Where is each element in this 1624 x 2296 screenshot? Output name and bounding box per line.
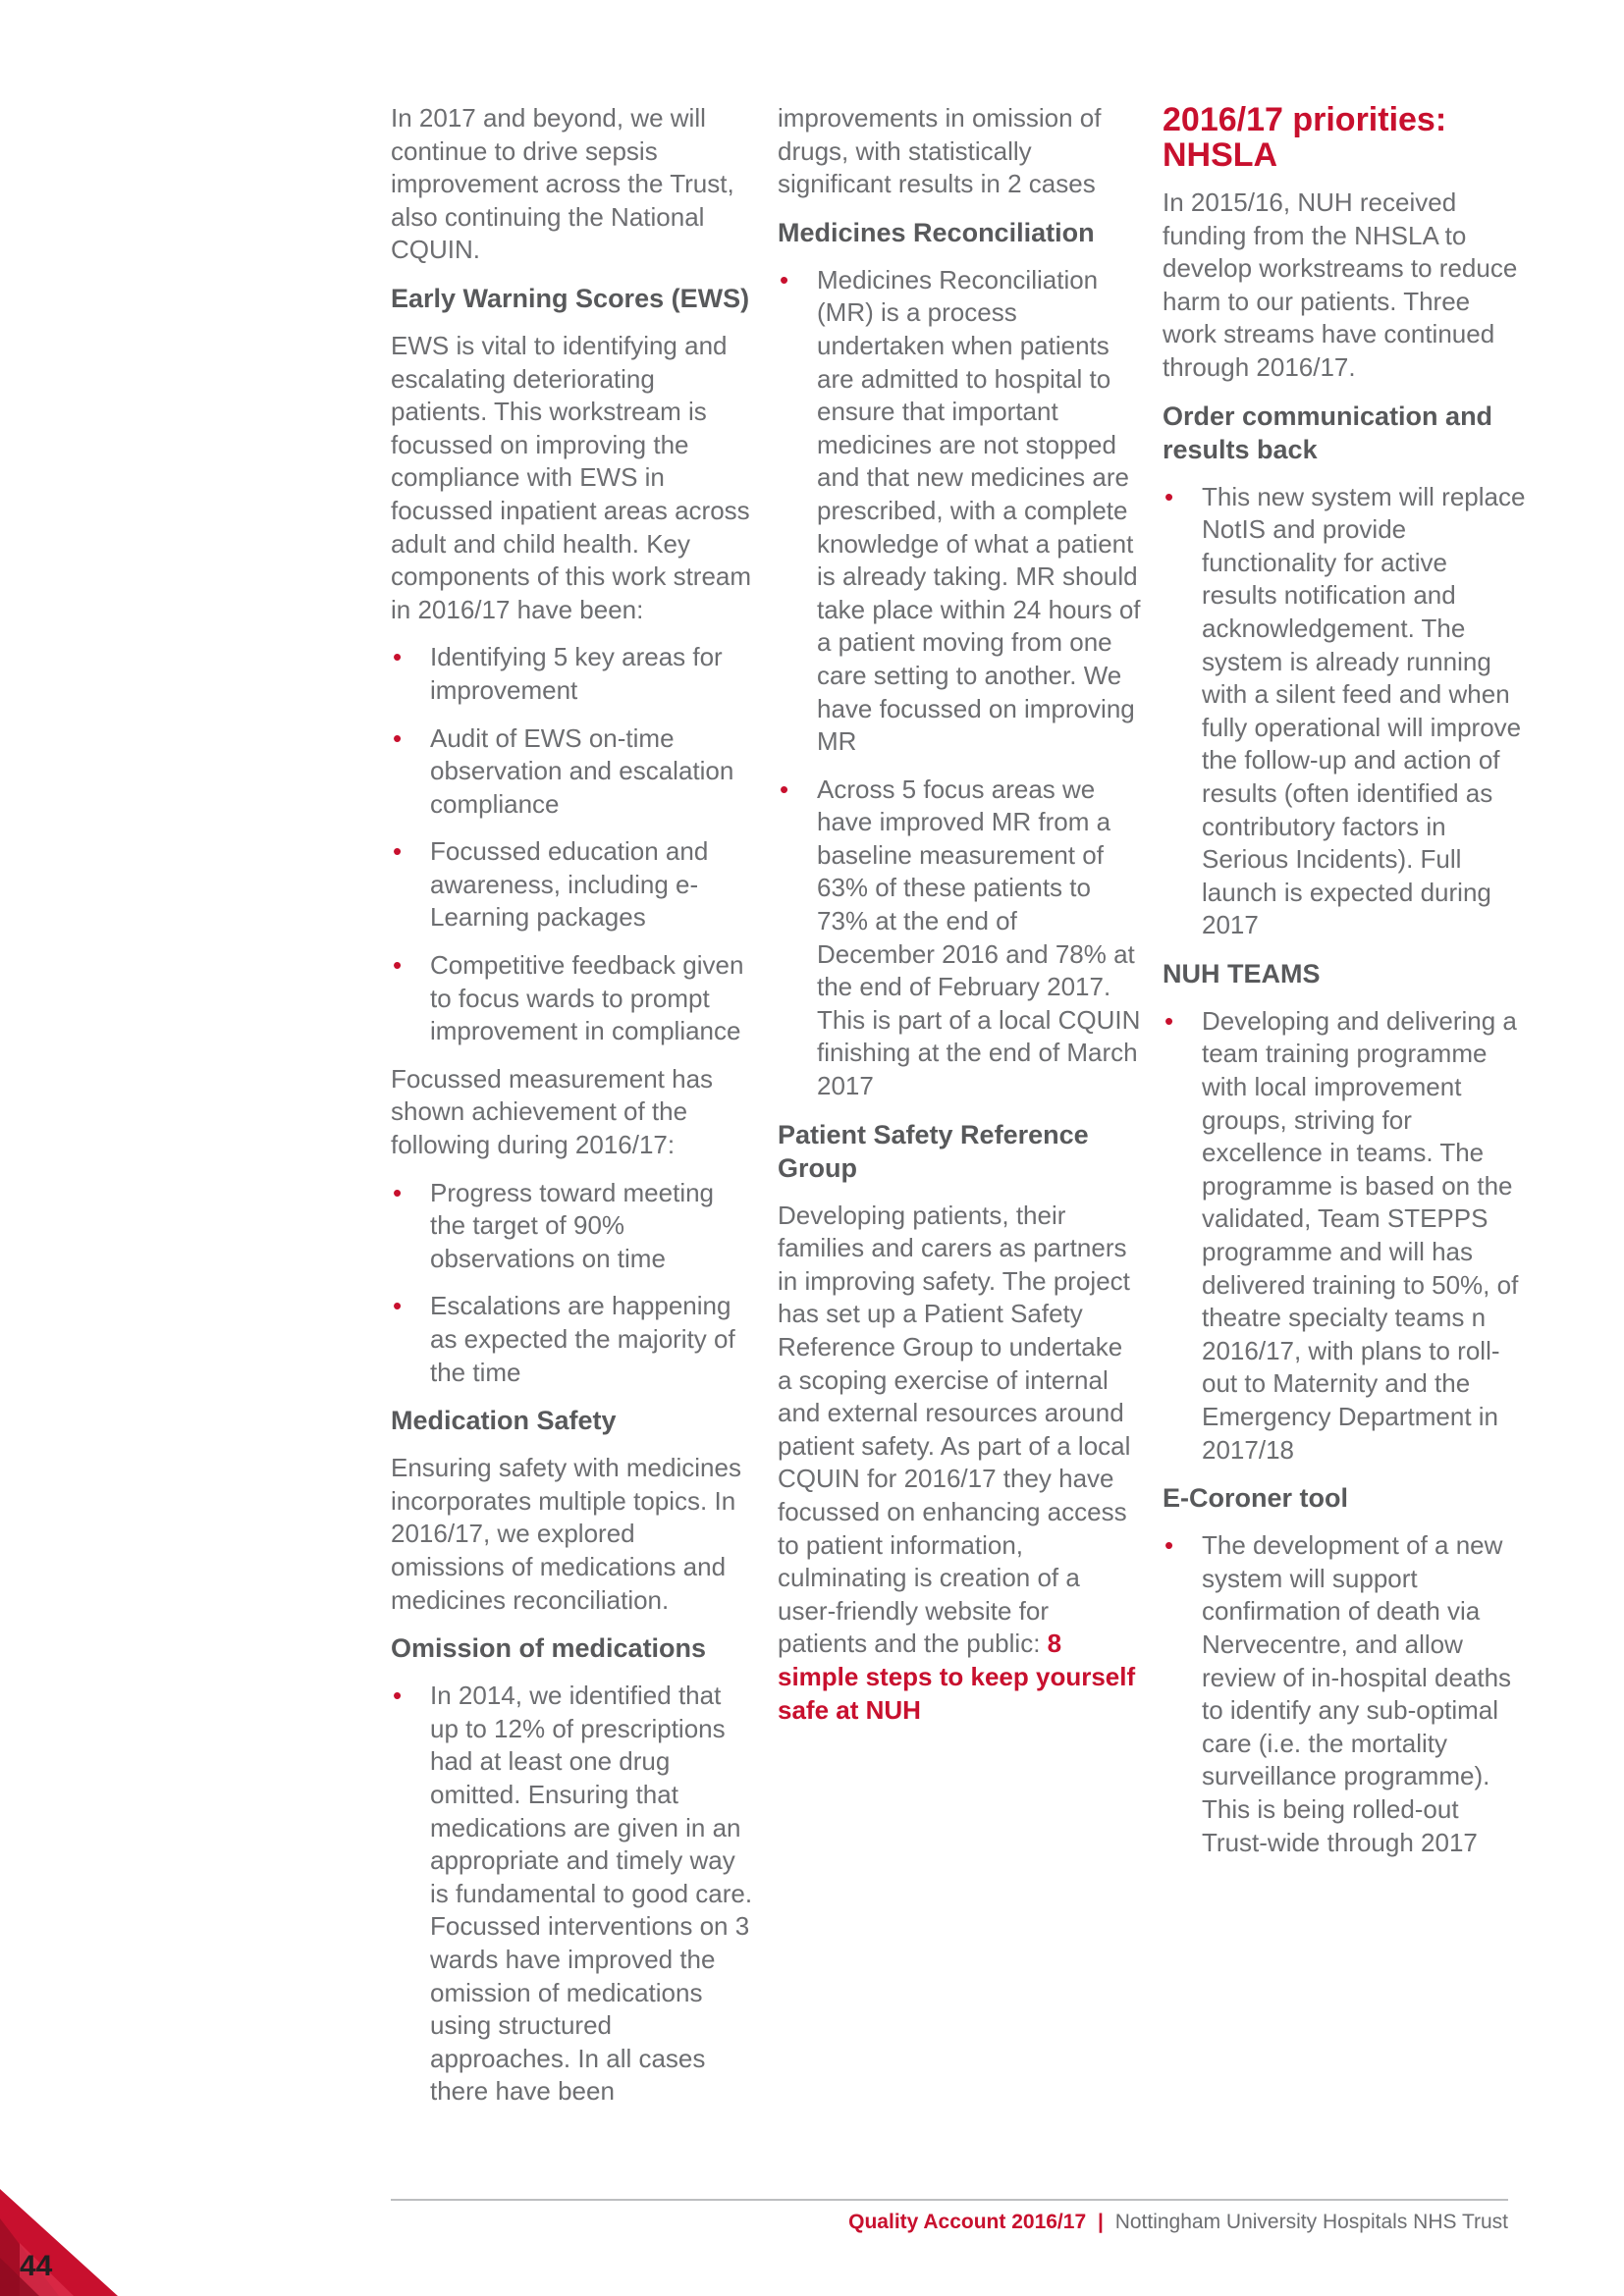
ews-bullet-list bbox=[391, 641, 754, 1048]
e-coroner-heading: E-Coroner tool bbox=[1163, 1483, 1348, 1514]
list-item: • Developing and delivering a team training programme with local improvement groups, striving for excellence in teams. The programme is based on the validated, Team STEPPS programme and will has delivered training to 50%, of theatre specialty teams n 2016/17, with plans to roll-out to Maternity and the Emergency Department in 2017/18 bbox=[1163, 1005, 1526, 1467]
column-2 bbox=[778, 102, 1141, 1741]
column-3 bbox=[1163, 102, 1526, 1874]
list-item: • In 2014, we identified that up to 12% of prescriptions had at least one drug omitted. Ensuring that medications are given in an appropriate and timely way is fundamental to good care. Focussed interventions on 3 wards have improved the omission of medications using structured approaches. In all cases there have been bbox=[391, 1680, 754, 2109]
list-item: • Audit of EWS on-time observation and escalation compliance bbox=[391, 722, 754, 822]
list-item: • Competitive feedback given to focus wards to prompt improvement in compliance bbox=[391, 949, 754, 1048]
ews-heading: Early Warning Scores (EWS) bbox=[391, 283, 750, 313]
medication-safety-heading: Medication Safety bbox=[391, 1406, 617, 1436]
list-item: • Medicines Reconciliation (MR) is a process undertaken when patients are admitted to hospital to ensure that important medicines are not stopped and that new medicines are prescribed, with a complete knowledge of what a patient is already taking. MR should take place within 24 hours of a patient moving from one care setting to another. We have focussed on improving MR bbox=[778, 264, 1141, 759]
list-item: • Progress toward meeting the target of 90% observations on time bbox=[391, 1177, 754, 1276]
measurement-paragraph: Focussed measurement has shown achievement of the following during 2016/17: bbox=[391, 1063, 714, 1160]
list-item-continued: improvements in omission of drugs, with statistically significant results in 2 cases bbox=[778, 103, 1102, 199]
footer bbox=[848, 2209, 1508, 2236]
patient-safety-reference-paragraph bbox=[778, 1200, 1141, 1728]
footer-separator: | bbox=[1097, 2211, 1104, 2233]
list-item: • This new system will replace NotIS and provide functionality for active results notification and acknowledgement. The system is already running with a silent feed and when fully operational will improve the follow-up and action of results (often identified as contributory factors in Serious Incidents). Full launch is expected during 2017 bbox=[1163, 481, 1526, 942]
psrg-text: Developing patients, their families and carers as partners in improving safety. The project has set up a Patient Safety Reference Group to undertake a scoping exercise of internal and external resources around patient safety. As part of a local CQUIN for 2016/17 they have focussed on enhancing access to patient information, culminating is creation of a user-friendly website for patients and the public: bbox=[778, 1200, 1131, 1659]
intro-paragraph: In 2017 and beyond, we will continue to drive sepsis improvement across the Trust, also continuing the National CQUIN. bbox=[391, 103, 734, 265]
footer-divider bbox=[391, 2199, 1508, 2201]
list-item: • The development of a new system will support confirmation of death via Nervecentre, and allow review of in-hospital deaths to identify any sub-optimal care (i.e. the mortality surveillance programme). This is being rolled-out Trust-wide through 2017 bbox=[1163, 1529, 1526, 1859]
list-item: • Escalations are happening as expected the majority of the time bbox=[391, 1290, 754, 1389]
priorities-paragraph: In 2015/16, NUH received funding from the NHSLA to develop workstreams to reduce harm to our patients. Three work streams have continued through 2016/17. bbox=[1163, 187, 1518, 382]
medicines-reconciliation-list bbox=[778, 264, 1141, 1103]
measurement-bullet-list bbox=[391, 1177, 754, 1390]
list-item: • Identifying 5 key areas for improvement bbox=[391, 641, 754, 707]
order-communication-heading: Order communication and results back bbox=[1163, 400, 1493, 464]
priorities-heading: 2016/17 priorities: NHSLA bbox=[1163, 101, 1447, 174]
medicines-reconciliation-heading: Medicines Reconciliation bbox=[778, 217, 1095, 247]
nuh-teams-list bbox=[1163, 1005, 1526, 1467]
safety-steps-link[interactable]: 8 simple steps to keep yourself safe at NUH bbox=[778, 1629, 1136, 1725]
ews-paragraph: EWS is vital to identifying and escalating deteriorating patients. This workstream is focussed on improving the compliance with EWS in focussed inpatient areas across adult and child health. Key components of this work stream in 2016/17 have been: bbox=[391, 330, 752, 624]
column-1 bbox=[391, 102, 754, 2123]
e-coroner-list bbox=[1163, 1529, 1526, 1859]
order-communication-list bbox=[1163, 481, 1526, 942]
nuh-teams-heading: NUH TEAMS bbox=[1163, 958, 1321, 988]
footer-organisation: Nottingham University Hospitals NHS Trust bbox=[1114, 2211, 1508, 2233]
footer-title: Quality Account 2016/17 bbox=[848, 2211, 1087, 2233]
page-number: 44 bbox=[20, 2250, 53, 2282]
list-item: • Across 5 focus areas we have improved MR from a baseline measurement of 63% of these patients to 73% at the end of December 2016 and 78% at the end of February 2017. This is part of a local CQUIN finishing at the end of March 2017 bbox=[778, 774, 1141, 1103]
patient-safety-reference-heading: Patient Safety Reference Group bbox=[778, 1119, 1089, 1183]
medication-safety-paragraph: Ensuring safety with medicines incorporates multiple topics. In 2016/17, we explored omissions of medications and medicines reconciliation. bbox=[391, 1453, 741, 1615]
omission-heading: Omission of medications bbox=[391, 1633, 707, 1664]
corner-decoration-icon bbox=[0, 2189, 118, 2296]
omission-continued-list bbox=[738, 102, 1141, 201]
omission-bullet-list bbox=[391, 1680, 754, 2109]
list-item: • Focussed education and awareness, including e-Learning packages bbox=[391, 835, 754, 934]
